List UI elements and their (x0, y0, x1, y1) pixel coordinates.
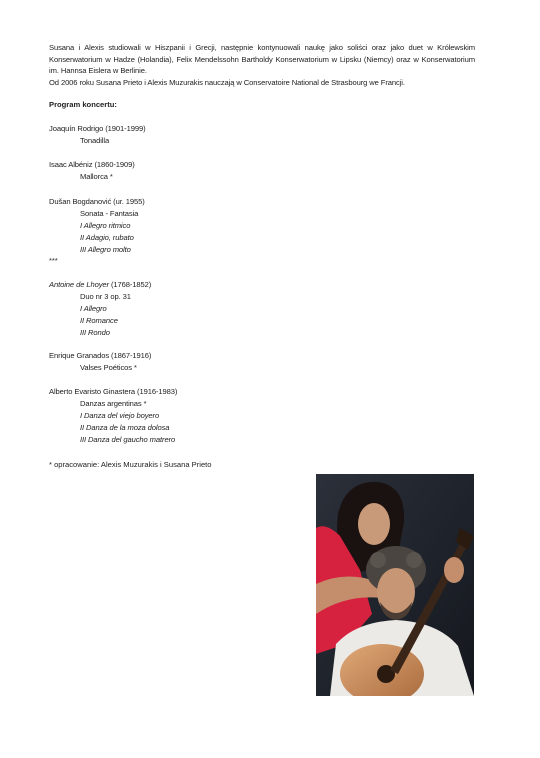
movement-title: I Allegro (80, 303, 107, 313)
work-title: Sonata - Fantasia (80, 208, 139, 218)
movement-title: II Adagio, rubato (80, 232, 134, 242)
composer-name: Dušan Bogdanović (ur. 1955) (49, 197, 145, 206)
composer-name: Alberto Evaristo Ginastera (1916-1983) (49, 387, 178, 396)
movement-title: II Danza de la moza dolosa (80, 422, 170, 432)
program-title: Program koncertu: (49, 100, 117, 109)
composer-name: Enrique Granados (1867-1916) (49, 351, 152, 360)
movement-title: III Rondo (80, 327, 110, 337)
program-entry-bogdanovic (49, 196, 145, 256)
intro-paragraph (49, 42, 475, 88)
duo-photo (316, 474, 474, 696)
work-title: Danzas argentinas * (80, 398, 147, 408)
duo-photo-illustration (316, 474, 474, 696)
program-entry-lhoyer (49, 279, 151, 339)
program-entry-albeniz (49, 159, 135, 183)
movement-title: II Romance (80, 315, 118, 325)
intro-text-teaching: Od 2006 roku Susana Prieto i Alexis Muzurakis nauczają w Conservatoire National de Strasbourg we Francji. (49, 77, 405, 87)
composer-dates: (1768-1852) (108, 280, 152, 289)
arrangement-footnote: * opracowanie: Alexis Muzurakis i Susana Prieto (49, 460, 212, 469)
work-title: Mallorca * (80, 171, 113, 181)
composer-name: Isaac Albéniz (1860-1909) (49, 160, 135, 169)
movement-title: III Allegro molto (80, 244, 131, 254)
program-entry-granados (49, 350, 151, 374)
program-entry-ginastera (49, 386, 177, 446)
work-title: Tonadilla (80, 135, 110, 145)
work-title: Duo nr 3 op. 31 (80, 291, 131, 301)
composer-name: Joaquín Rodrigo (1901-1999) (49, 124, 146, 133)
program-entry-rodrigo (49, 123, 146, 147)
intro-text-study: Susana i Alexis studiowali w Hiszpanii i Grecji, następnie kontynuowali naukę jako soliści oraz jako duet w Królewskim Konserwatorium w Hadze (Holandia), Felix Mendelssohn Bartholdy Konserwatorium w Lipsku (Niemcy) oraz w Konserwatorium im. Hannsa Eislera w Berlinie. (49, 43, 475, 76)
composer-name (49, 279, 151, 291)
movement-title: I Danza del viejo boyero (80, 410, 160, 420)
movement-title: III Danza del gaucho matrero (80, 434, 176, 444)
work-title: Valses Poéticos * (80, 362, 137, 372)
composer-name-italic: Antoine de Lhoyer (49, 280, 109, 289)
intermission-separator: *** (49, 256, 58, 265)
movement-title: I Allegro ritmico (80, 220, 131, 230)
